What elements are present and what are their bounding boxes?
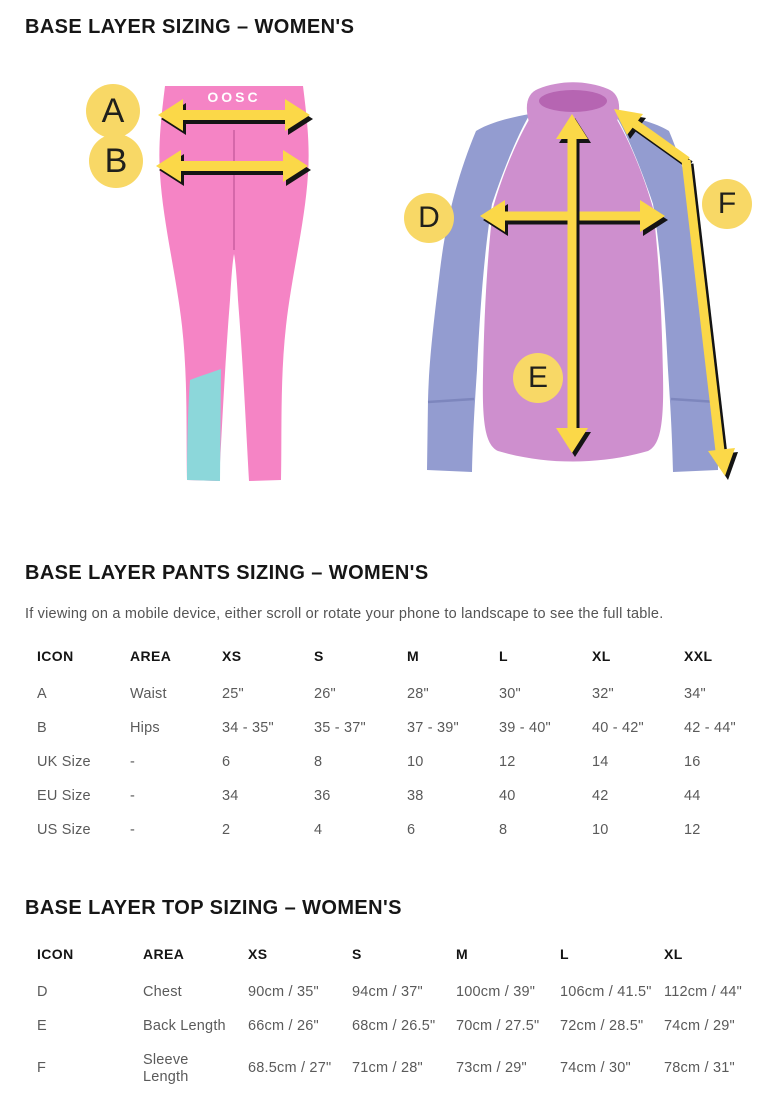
table-cell: UK Size (37, 753, 91, 770)
top-collar-inner (539, 90, 607, 112)
table-cell: 73cm / 29" (456, 1060, 527, 1076)
table-cell: 35 - 37" (314, 719, 366, 736)
table-cell: 36 (314, 787, 331, 804)
column-header: AREA (130, 648, 172, 664)
hips-badge (89, 134, 143, 188)
table-cell: 44 (684, 787, 701, 804)
table-cell: - (130, 753, 136, 770)
table-cell: 34 (222, 787, 239, 804)
table-cell: 70cm / 27.5" (456, 1017, 540, 1034)
table-cell: US Size (37, 821, 91, 838)
table-cell: 28" (407, 685, 429, 702)
table-cell: 6 (407, 821, 416, 838)
table-cell: 90cm / 35" (248, 983, 319, 1000)
column-header: M (407, 648, 420, 664)
column-header: L (499, 648, 508, 664)
column-header: XS (222, 648, 242, 664)
table-row (37, 677, 745, 711)
table-cell: 32" (592, 685, 614, 702)
table-cell: 34 - 35" (222, 719, 274, 736)
table-cell: 30" (499, 685, 521, 702)
table-cell: 37 - 39" (407, 719, 459, 736)
table-cell: 10 (592, 821, 609, 838)
table-cell: 106cm / 41.5" (560, 983, 652, 1000)
column-header: ICON (37, 946, 74, 962)
column-header: S (314, 648, 324, 664)
table-cell: Chest (143, 983, 182, 1000)
table-cell: 26" (314, 685, 336, 702)
table-cell: 8 (314, 753, 323, 770)
table-cell: 100cm / 39" (456, 983, 536, 1000)
table-cell: - (130, 821, 136, 838)
table-cell: - (130, 787, 136, 804)
table-cell: EU Size (37, 787, 91, 804)
table-cell: Sleeve Length (143, 1051, 189, 1085)
table-cell: Back Length (143, 1017, 226, 1034)
hips-badge-label: B (104, 141, 128, 180)
top-sizing-table (37, 946, 743, 1094)
table-cell: 71cm / 28" (352, 1060, 423, 1076)
page-title: BASE LAYER SIZING – WOMEN'S (25, 16, 355, 38)
table-cell: 74cm / 30" (560, 1060, 631, 1076)
table-cell: 74cm / 29" (664, 1017, 735, 1034)
column-header: XL (592, 648, 611, 664)
column-header: XXL (684, 648, 713, 664)
table-cell: 42 - 44" (684, 719, 736, 736)
table-cell: 34" (684, 685, 706, 702)
table-cell: 12 (684, 821, 701, 838)
column-header: M (456, 946, 469, 962)
chest-badge (404, 193, 454, 243)
waist-badge-label: A (101, 91, 125, 130)
pants-sizing-table (37, 648, 745, 847)
table-cell: 4 (314, 821, 323, 838)
table-cell: 68.5cm / 27" (248, 1060, 332, 1076)
table-cell: 40 (499, 787, 516, 804)
table-cell: Hips (130, 719, 160, 736)
table-cell: 78cm / 31" (664, 1060, 735, 1076)
table-cell: 38 (407, 787, 424, 804)
column-header: AREA (143, 946, 185, 962)
sleeve-length-badge-label: F (717, 187, 737, 220)
table-cell: E (37, 1017, 47, 1034)
pants-graphic (159, 86, 308, 481)
table-cell: F (37, 1060, 47, 1076)
table-header-row (37, 946, 737, 975)
pants-sizing-heading: BASE LAYER PANTS SIZING – WOMEN'S (25, 562, 429, 584)
table-cell: 2 (222, 821, 231, 838)
table-cell: A (37, 685, 47, 702)
table-cell: 42 (592, 787, 609, 804)
column-header: ICON (37, 648, 74, 664)
table-row (37, 1009, 737, 1043)
table-row (37, 745, 745, 779)
table-cell: 6 (222, 753, 231, 770)
table-cell: 8 (499, 821, 508, 838)
table-row (37, 779, 745, 813)
table-cell: 10 (407, 753, 424, 770)
sleeve-length-badge (702, 179, 752, 229)
table-cell: D (37, 983, 48, 1000)
table-cell: 25" (222, 685, 244, 702)
table-cell: 94cm / 37" (352, 983, 423, 1000)
table-cell: 66cm / 26" (248, 1017, 319, 1034)
mobile-note: If viewing on a mobile device, either scroll or rotate your phone to landscape to see the full table. (25, 606, 664, 622)
back-length-badge (513, 353, 563, 403)
pants-teal-leg-panel (187, 369, 221, 481)
table-row (37, 975, 737, 1009)
column-header: XS (248, 946, 268, 962)
waist-badge (86, 84, 140, 138)
column-header: S (352, 946, 362, 962)
table-cell: 39 - 40" (499, 719, 551, 736)
table-cell: 72cm / 28.5" (560, 1017, 644, 1034)
table-cell: Waist (130, 685, 167, 702)
table-header-row (37, 648, 745, 677)
chest-badge-label: D (418, 201, 440, 234)
pants-waistband-logo: OOSC (207, 89, 261, 105)
sizing-illustration (25, 68, 736, 498)
column-header: L (560, 946, 569, 962)
column-header: XL (664, 946, 683, 962)
table-row (37, 1043, 737, 1094)
table-row (37, 813, 745, 847)
table-cell: 68cm / 26.5" (352, 1017, 436, 1034)
table-cell: 112cm / 44" (664, 983, 743, 1000)
table-cell: 12 (499, 753, 516, 770)
table-cell: B (37, 719, 47, 736)
top-sizing-heading: BASE LAYER TOP SIZING – WOMEN'S (25, 897, 402, 919)
garment-diagram (25, 68, 760, 498)
table-cell: 40 - 42" (592, 719, 644, 736)
back-length-badge-label: E (527, 361, 548, 394)
table-row (37, 711, 745, 745)
table-cell: 14 (592, 753, 609, 770)
table-cell: 16 (684, 753, 701, 770)
